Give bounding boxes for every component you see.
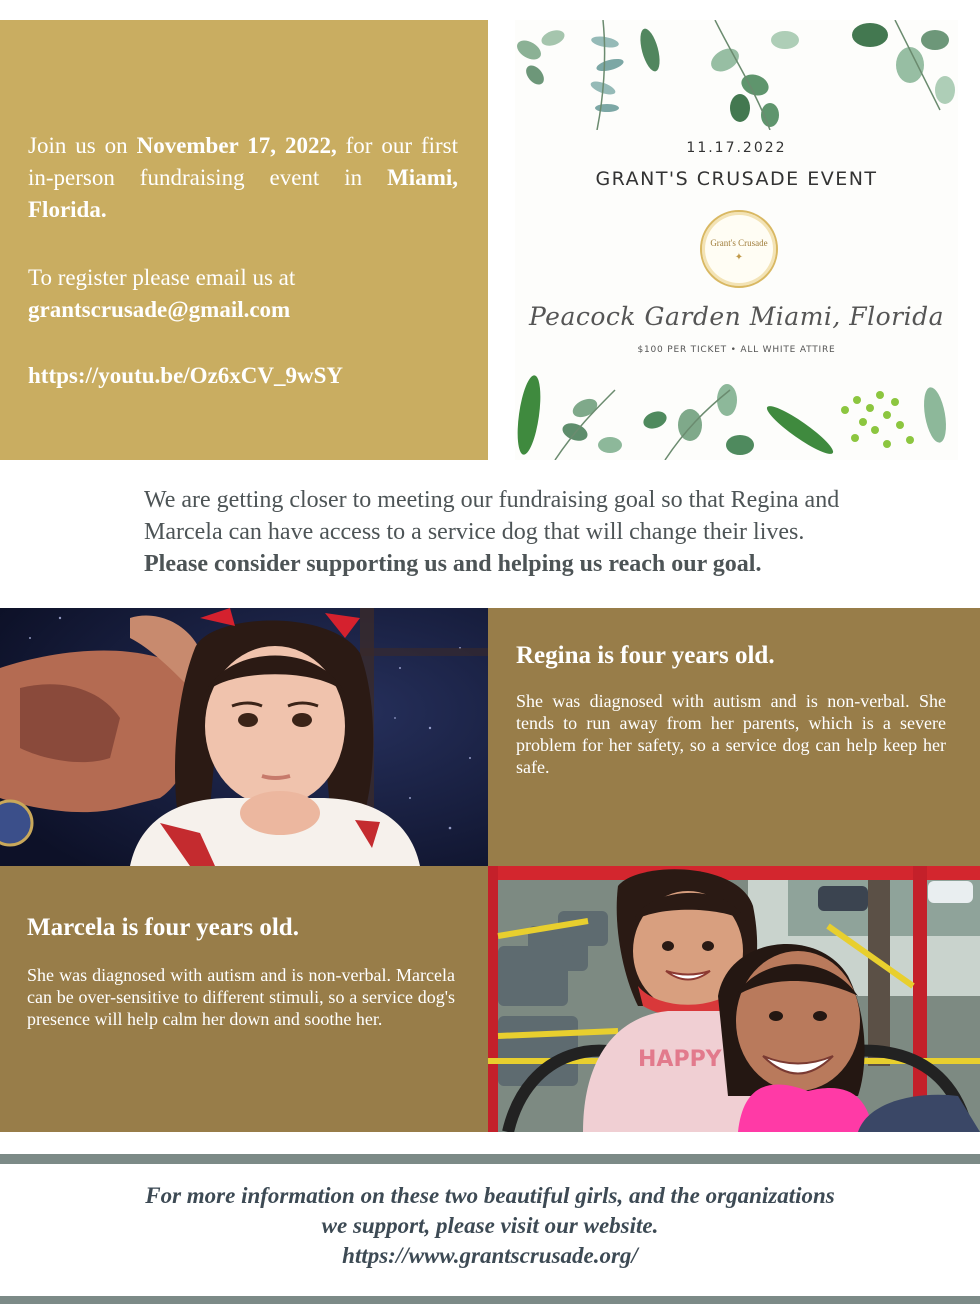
youtube-link[interactable]: https://youtu.be/Oz6xCV_9wSY — [28, 363, 344, 388]
event-info-panel — [0, 20, 488, 460]
regina-heading: Regina is four years old. — [516, 642, 775, 669]
regina-description: She was diagnosed with autism and is non-verbal. She tends to run away from her parents, which is a severe problem for her safety, so a service dog can help keep her safe. — [516, 691, 946, 777]
footer-divider-top — [0, 1154, 980, 1164]
goal-description: We are getting closer to meeting our fundraising goal so that Regina and Marcela can have access to a service dog that will change their lives. — [144, 487, 840, 545]
footer-divider-bottom — [0, 1296, 980, 1304]
marcela-portrait-icon — [488, 866, 980, 1132]
logo-text: Grant's Crusade — [710, 238, 768, 248]
intro-text-2: for our first in-person fundraising event in — [28, 133, 459, 190]
invitation-venue: Peacock Garden Miami, Florida — [528, 302, 945, 331]
grants-crusade-logo-icon — [700, 210, 778, 288]
regina-portrait-icon — [0, 608, 488, 866]
footer-text — [0, 1181, 980, 1271]
marcela-description: She was diagnosed with autism and is non-verbal. Marcela can be over-sensitive to different stimuli, so a service dog's presence will help calm her down and soothe her. — [27, 965, 455, 1029]
event-date: November 17, 2022, — [136, 133, 337, 158]
marcela-info-panel — [0, 866, 488, 1132]
intro-text: Join us on — [28, 133, 137, 158]
regina-info-panel — [488, 608, 980, 866]
marcela-photo — [488, 866, 980, 1132]
eucalyptus-leaves-top-icon — [515, 20, 958, 130]
shirt-text: HAPPY — [638, 1047, 722, 1072]
invitation-card — [515, 20, 958, 460]
goal-call-to-action: Please consider supporting us and helping us reach our goal. — [144, 551, 762, 577]
register-email-link[interactable]: grantscrusade@gmail.com — [28, 297, 291, 322]
footer-line-2: we support, please visit our website. — [321, 1213, 659, 1238]
event-intro — [28, 130, 458, 226]
logo-ornament: ✦ — [734, 252, 744, 263]
event-location: Miami, Florida. — [28, 165, 458, 222]
eucalyptus-leaves-bottom-icon — [515, 360, 958, 460]
fundraising-goal-text — [144, 484, 864, 580]
website-link[interactable]: https://www.grantscrusade.org/ — [342, 1243, 638, 1268]
register-text: To register please email us at — [28, 265, 296, 290]
regina-photo — [0, 608, 488, 866]
register-info — [28, 262, 458, 326]
invitation-date: 11.17.2022 — [686, 140, 787, 156]
invitation-title: GRANT'S CRUSADE EVENT — [595, 168, 878, 190]
invitation-ticket-info: $100 PER TICKET • ALL WHITE ATTIRE — [637, 345, 836, 355]
marcela-heading: Marcela is four years old. — [27, 914, 299, 941]
footer-line-1: For more information on these two beautiful girls, and the organizations — [145, 1183, 835, 1208]
